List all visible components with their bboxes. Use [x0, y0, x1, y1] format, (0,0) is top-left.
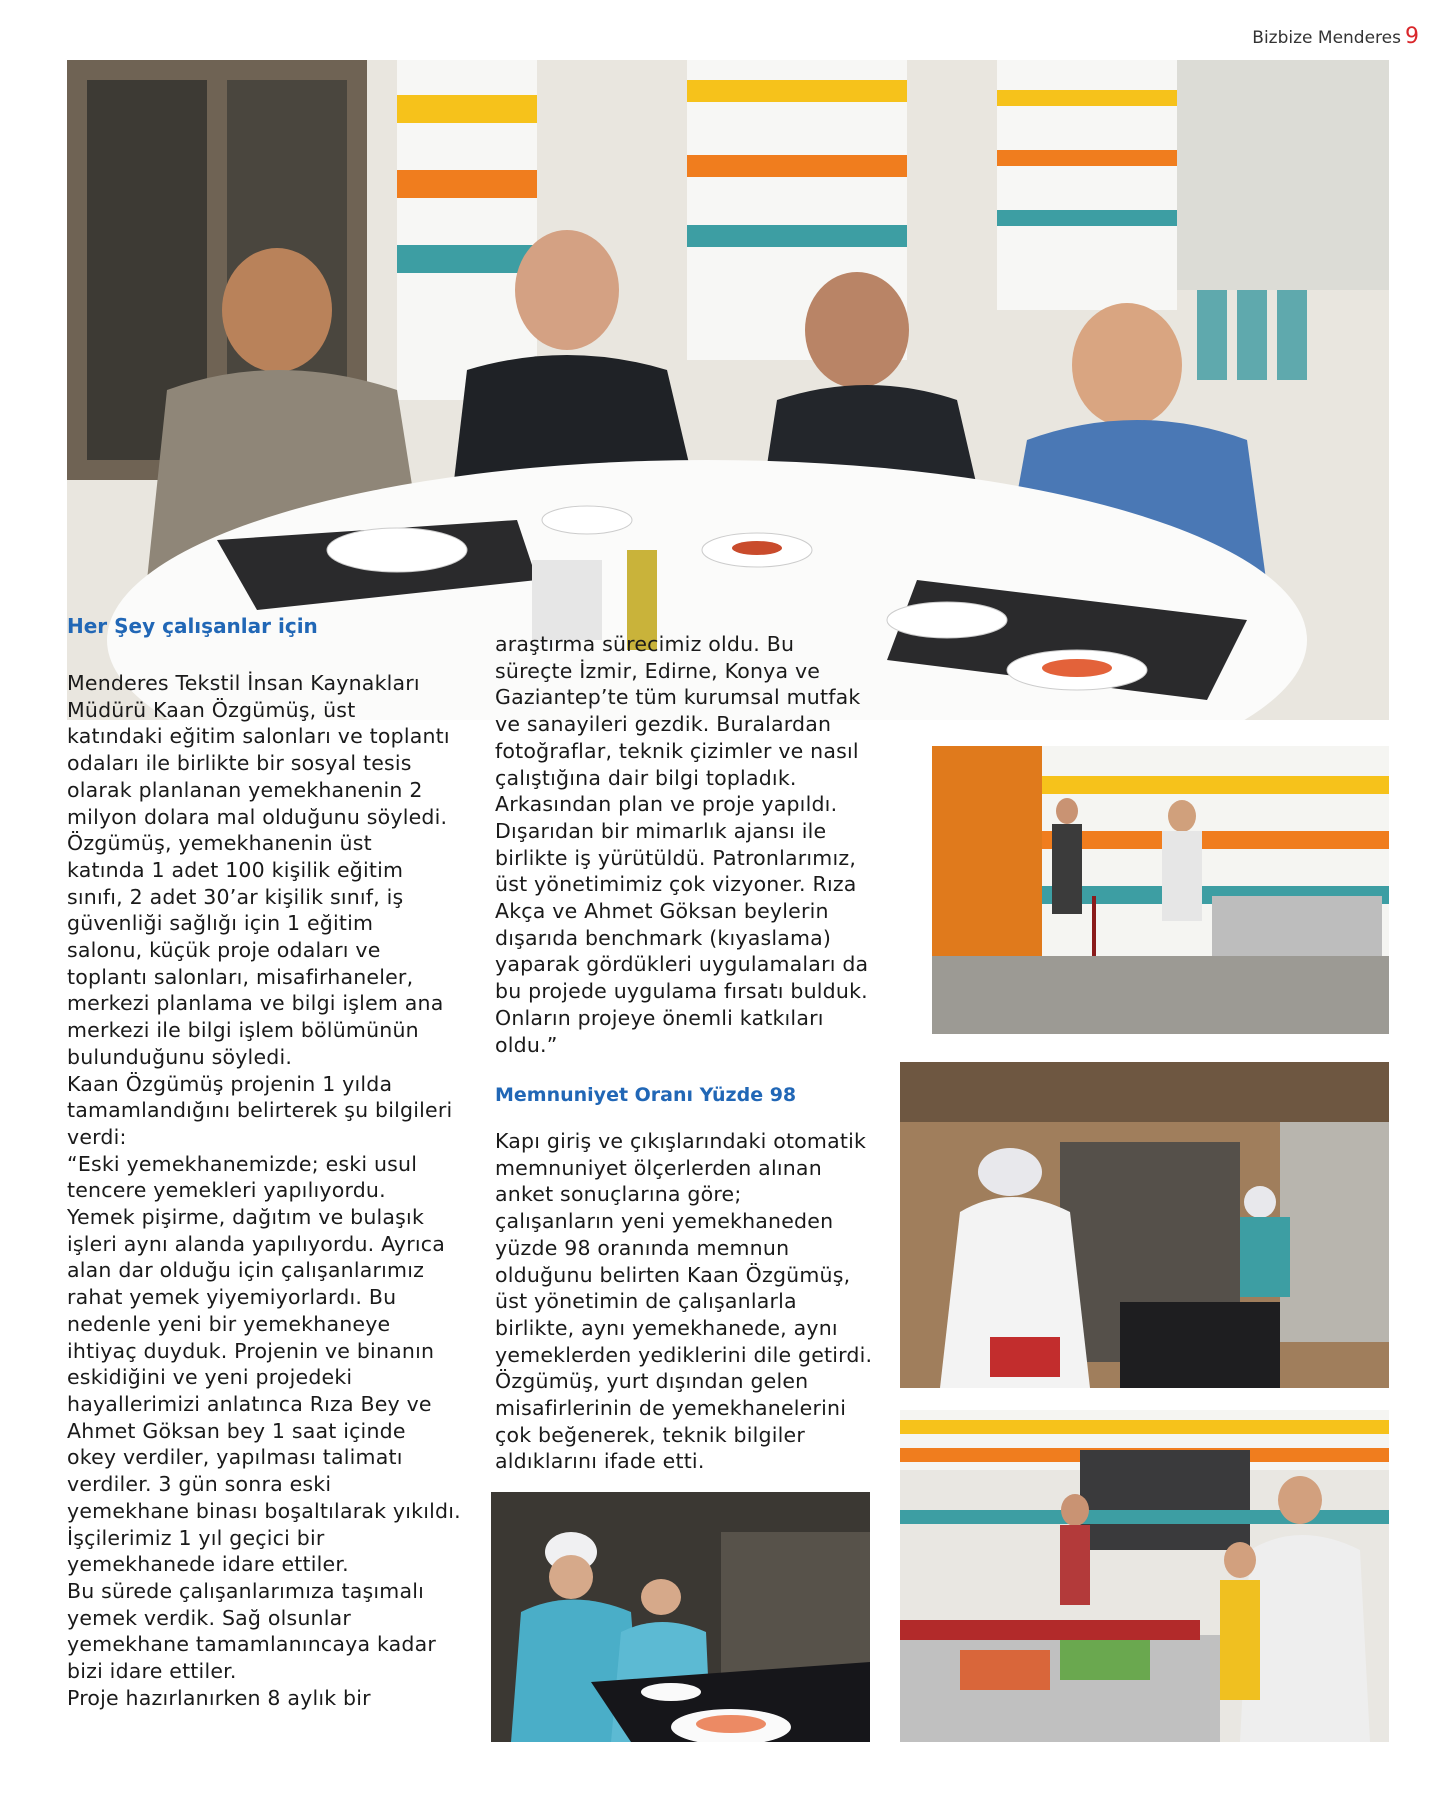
- paragraph: [495, 631, 885, 1058]
- paragraph: [495, 1128, 885, 1475]
- text-line: olduğunu belirten Kaan Özgümüş,: [495, 1262, 851, 1287]
- text-line: İşçilerimiz 1 yıl geçici bir: [67, 1525, 325, 1550]
- text-line: Müdürü Kaan Özgümüş, üst: [67, 697, 356, 722]
- text-line: eskidiğini ve yeni projedeki: [67, 1365, 353, 1390]
- photo-serving-staff: [491, 1492, 870, 1742]
- text-line: tamamlandığını belirterek şu bilgileri: [67, 1098, 453, 1123]
- text-line: Kaan Özgümüş projenin 1 yılda: [67, 1071, 393, 1096]
- text-line: Gaziantep’te tüm kurumsal mutfak: [495, 685, 861, 710]
- text-line: aldıklarını ifade etti.: [495, 1449, 705, 1474]
- text-line: yemek verdik. Sağ olsunlar: [67, 1605, 352, 1630]
- text-line: yemekhanede idare ettiler.: [67, 1552, 349, 1577]
- section-heading-1: Her Şey çalışanlar için: [67, 614, 318, 638]
- text-line: odaları ile birlikte bir sosyal tesis: [67, 751, 412, 776]
- text-line: ihtiyaç duyduk. Projenin ve binanın: [67, 1338, 435, 1363]
- text-line: Dışarıdan bir mimarlık ajansı ile: [495, 818, 827, 843]
- text-line: “Eski yemekhanemizde; eski usul: [67, 1151, 418, 1176]
- text-line: yemekhane tamamlanıncaya kadar: [67, 1632, 437, 1657]
- page-number: 9: [1405, 24, 1419, 49]
- text-line: memnuniyet ölçerlerden alınan: [495, 1155, 822, 1180]
- text-line: katındaki eğitim salonları ve toplantı: [67, 724, 450, 749]
- text-line: rahat yemek yiyemiyorlardı. Bu: [67, 1285, 397, 1310]
- page-header: [1252, 24, 1419, 49]
- text-line: bu projede uygulama fırsatı bulduk.: [495, 979, 868, 1004]
- text-line: salonu, küçük proje odaları ve: [67, 938, 381, 963]
- text-line: anket sonuçlarına göre;: [495, 1182, 742, 1207]
- photo-dish-return: [932, 746, 1389, 1034]
- text-line: verdiler. 3 gün sonra eski: [67, 1472, 332, 1497]
- text-line: Ahmet Göksan bey 1 saat içinde: [67, 1418, 406, 1443]
- text-line: çok beğenerek, teknik bilgiler: [495, 1422, 805, 1447]
- text-line: Proje hazırlanırken 8 aylık bir: [67, 1685, 371, 1710]
- text-line: sınıfı, 2 adet 30’ar kişilik sınıf, iş: [67, 884, 404, 909]
- text-line: nedenle yeni bir yemekhaneye: [67, 1311, 391, 1336]
- article-column-1: [67, 670, 467, 1711]
- text-line: Yemek pişirme, dağıtım ve bulaşık: [67, 1205, 425, 1230]
- text-line: Özgümüş, yurt dışından gelen: [495, 1369, 809, 1394]
- text-line: dışarıda benchmark (kıyaslama): [495, 925, 832, 950]
- text-line: bizi idare ettiler.: [67, 1659, 237, 1684]
- text-line: Arkasından plan ve proje yapıldı.: [495, 792, 838, 817]
- paragraph: [67, 670, 467, 1711]
- text-line: Bu sürede çalışanlarımıza taşımalı: [67, 1578, 425, 1603]
- text-line: fotoğraflar, teknik çizimler ve nasıl: [495, 738, 859, 763]
- text-line: merkezi ile bilgi işlem bölümünün: [67, 1018, 419, 1043]
- text-line: bulunduğunu söyledi.: [67, 1044, 293, 1069]
- text-line: güvenliği sağlığı için 1 eğitim: [67, 911, 374, 936]
- photo-kitchen-staff: [900, 1062, 1389, 1388]
- text-line: üst yönetimimiz çok vizyoner. Rıza: [495, 872, 857, 897]
- text-line: Özgümüş, yemekhanenin üst: [67, 831, 372, 856]
- text-line: merkezi planlama ve bilgi işlem ana: [67, 991, 444, 1016]
- text-line: okey verdiler, yapılması talimatı: [67, 1445, 403, 1470]
- text-line: çalıştığına dair bilgi topladık.: [495, 765, 797, 790]
- text-line: işleri aynı alanda yapılıyordu. Ayrıca: [67, 1231, 446, 1256]
- article-column-2b: [495, 1128, 885, 1475]
- text-line: Kapı giriş ve çıkışlarındaki otomatik: [495, 1129, 867, 1153]
- text-line: yüzde 98 oranında memnun: [495, 1235, 790, 1260]
- magazine-name: Bizbize Menderes: [1252, 28, 1401, 48]
- text-line: Akça ve Ahmet Göksan beylerin: [495, 899, 829, 924]
- text-line: ve sanayileri gezdik. Buralardan: [495, 712, 832, 737]
- text-line: süreçte İzmir, Edirne, Konya ve: [495, 658, 821, 683]
- text-line: misafirlerinin de yemekhanelerini: [495, 1396, 847, 1421]
- text-line: tencere yemekleri yapılıyordu.: [67, 1178, 386, 1203]
- text-line: verdi:: [67, 1124, 127, 1149]
- text-line: Onların projeye önemli katkıları: [495, 1005, 824, 1030]
- text-line: üst yönetimin de çalışanlarla: [495, 1289, 797, 1314]
- photo-serving-line: [900, 1410, 1389, 1742]
- text-line: çalışanların yeni yemekhaneden: [495, 1209, 834, 1234]
- text-line: yemekhane binası boşaltılarak yıkıldı.: [67, 1498, 461, 1523]
- text-line: milyon dolara mal olduğunu söyledi.: [67, 804, 448, 829]
- text-line: birlikte iş yürütüldü. Patronlarımız,: [495, 845, 857, 870]
- text-line: oldu.”: [495, 1032, 558, 1057]
- text-line: toplantı salonları, misafirhaneler,: [67, 964, 414, 989]
- text-line: Menderes Tekstil İnsan Kaynakları: [67, 671, 420, 695]
- text-line: alan dar olduğu için çalışanlarımız: [67, 1258, 425, 1283]
- text-line: olarak planlanan yemekhanenin 2: [67, 777, 423, 802]
- text-line: hayallerimizi anlatınca Rıza Bey ve: [67, 1391, 432, 1416]
- text-line: birlikte, aynı yemekhanede, aynı: [495, 1315, 838, 1340]
- section-heading-2: Memnuniyet Oranı Yüzde 98: [495, 1084, 797, 1106]
- text-line: araştırma sürecimiz oldu. Bu: [495, 632, 795, 656]
- text-line: katında 1 adet 100 kişilik eğitim: [67, 857, 404, 882]
- text-line: yemeklerden yediklerini dile getirdi.: [495, 1342, 873, 1367]
- text-line: yaparak gördükleri uygulamaları da: [495, 952, 869, 977]
- article-column-2a: [495, 631, 885, 1058]
